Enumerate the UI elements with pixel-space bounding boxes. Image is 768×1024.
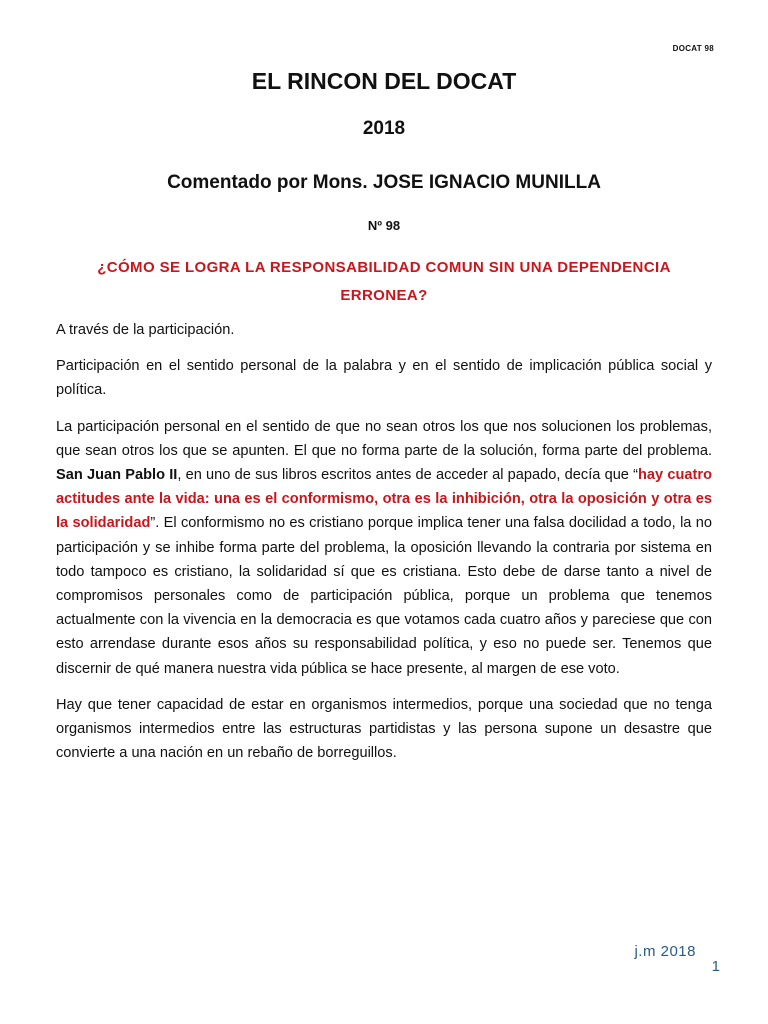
- paragraph-2: Participación en el sentido personal de la palabra y en el sentido de implicación pública social y política.: [56, 358, 712, 399]
- paragraph-3-text-b: , en uno de sus libros escritos antes de acceder al papado, decía que “: [177, 467, 639, 484]
- header-tag: DOCAT 98: [672, 44, 714, 53]
- highlighted-quote: hay cuatro actitudes ante la vida: una es el conformismo, otra es la inhibición, otra la oposición y otra es la solidaridad: [56, 467, 712, 532]
- pope-name: San Juan Pablo II: [56, 467, 178, 484]
- paragraph-4: Hay que tener capacidad de estar en organismos intermedios, porque una sociedad que no tenga organismos intermedios entre las estructuras partidistas y las persona supone un desastre que convierte a una nación en un rebaño de borreguillos.: [56, 696, 712, 762]
- paragraph-3: [56, 415, 712, 681]
- page-number: 1: [711, 958, 720, 975]
- issue-number: Nº 98: [367, 218, 401, 233]
- document-body: [56, 318, 712, 777]
- document-year: 2018: [362, 118, 406, 139]
- paragraph-3-text-c: ”. El conformismo no es cristiano porque implica tener una falsa docilidad a todo, la no participación y se inhibe forma parte del problema, la oposición llevando la contraria por sistema en todo tampoco es cristiano, la solidaridad sí que es cristiana. Esto debe de darse tanto a nivel de compromisos personales como de participación pública, porque un problema que tenemos actualmente con la vivencia en la democracia es que votamos cada cuatro años y pareciese que con esto arrendase durante esos años su responsabilidad política, y eso no puede ser. Tenemos que discernir de qué manera nuestra vida pública se hace presente, al margen de ese voto.: [56, 515, 713, 677]
- footer-signature: j.m 2018: [634, 943, 696, 960]
- question-heading: ¿CÓMO SE LOGRA LA RESPONSABILIDAD COMUN SIN UNA DEPENDENCIA ERRONEA?: [97, 259, 671, 304]
- paragraph-1: A través de la participación.: [56, 322, 235, 338]
- document-title: EL RINCON DEL DOCAT: [251, 68, 517, 94]
- author-byline: Comentado por Mons. JOSE IGNACIO MUNILLA: [167, 172, 601, 193]
- paragraph-3-text-a: La participación personal en el sentido de que no sean otros los que nos solucionen los problemas, que sean otros los que se apunten. El que no forma parte de la solución, forma parte del problema.: [56, 418, 712, 459]
